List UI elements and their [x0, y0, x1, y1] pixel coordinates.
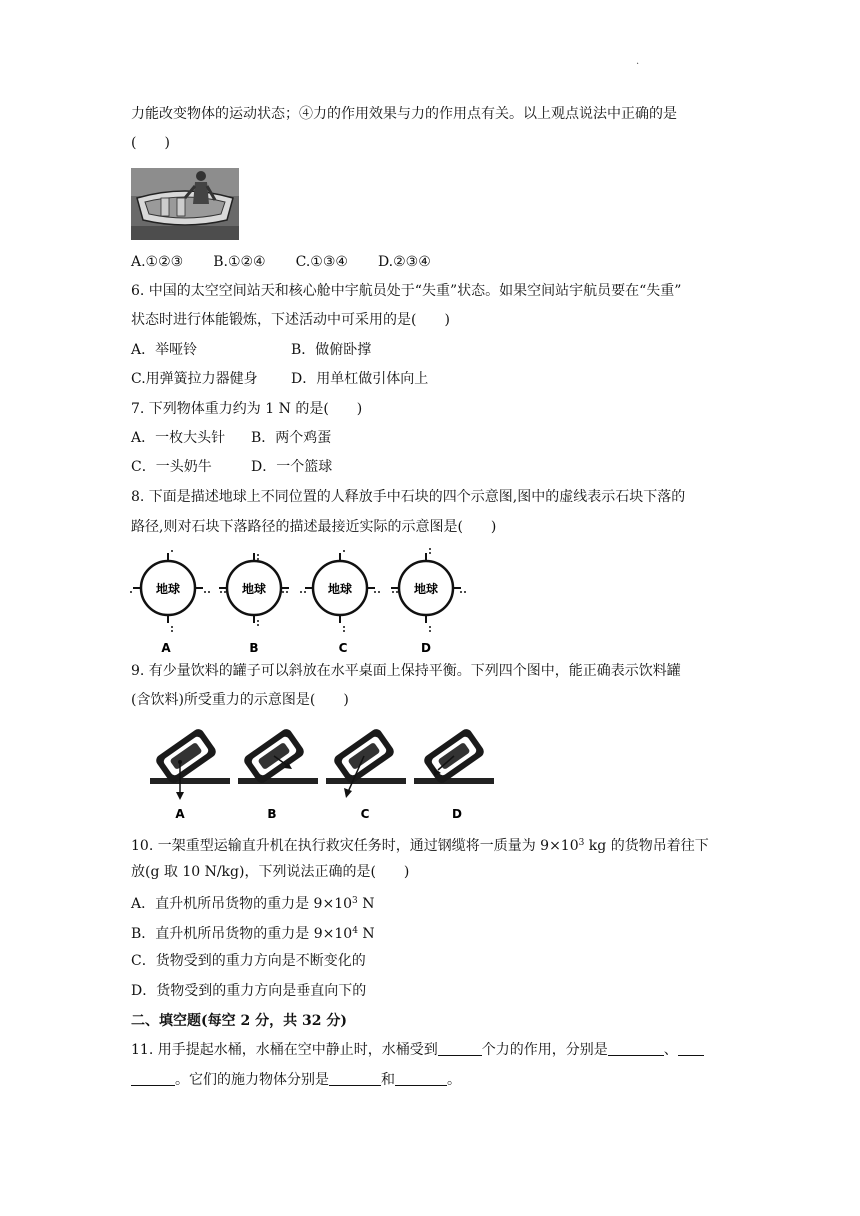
q10-option-a — [131, 891, 374, 914]
q10-option-d: D．货物受到的重力方向是垂直向下的 — [131, 983, 367, 999]
can-diagram-d — [414, 727, 494, 785]
q11-line2 — [131, 1070, 461, 1090]
can-diagram-a — [150, 727, 230, 800]
boat-photo — [131, 168, 239, 240]
q10-option-a-unit: N — [357, 896, 375, 912]
q9-line1: 9. 有少量饮料的罐子可以斜放在水平桌面上保持平衡。下列四个图中，能正确表示饮料罐 — [131, 663, 681, 679]
q11-text-2: 个力的作用，分别是 — [481, 1042, 608, 1058]
q10-option-b-text: B．直升机所吊货物的重力是 9×10 — [131, 926, 353, 942]
q6-option-a: A．举哑铃 — [131, 342, 198, 358]
header-mark: . — [636, 56, 640, 67]
q10-option-b-exponent: 4 — [352, 926, 358, 936]
q8-line2: 路径,则对石块下落路径的描述最接近实际的示意图是( ) — [131, 519, 497, 535]
q11-blank-source-2[interactable] — [395, 1071, 447, 1086]
q7-option-b: B．两个鸡蛋 — [251, 430, 332, 446]
q5-line1: 力能改变物体的运动状态；④力的作用效果与力的作用点有关。以上观点说法中正确的是 — [131, 106, 677, 122]
q10-option-b — [131, 921, 375, 944]
q6-option-c: C.用弹簧拉力器健身 — [131, 371, 258, 387]
earth-diagram-c — [300, 548, 380, 634]
section-2-title: 二、填空题(每空 2 分，共 32 分) — [131, 1013, 347, 1029]
earth-label-c: 地球 — [327, 582, 353, 596]
earth-diagrams — [128, 548, 468, 658]
q10-line1-exponent: 3 — [578, 838, 585, 848]
can-option-b: B — [267, 807, 277, 821]
q10-line2: 放(g 取 10 N/kg)，下列说法正确的是( ) — [131, 864, 410, 880]
q11-text-4: 。它们的施力物体分别是 — [175, 1072, 329, 1088]
earth-diagram-d — [391, 548, 466, 634]
q10-option-a-text: A．直升机所吊货物的重力是 9×10 — [131, 896, 353, 912]
earth-option-b: B — [249, 641, 259, 655]
q10-line1 — [131, 833, 709, 856]
earth-label-a: 地球 — [155, 582, 181, 596]
can-option-d: D — [452, 807, 462, 821]
earth-diagram-a — [128, 548, 210, 634]
earth-option-c: C — [338, 641, 348, 655]
can-option-a: A — [175, 807, 185, 821]
q11-blank-force-2-start[interactable] — [678, 1041, 704, 1056]
q5-option-d: D.②③④ — [377, 254, 431, 270]
q6-line1: 6. 中国的太空空间站天和核心舱中宇航员处于“失重”状态。如果空间站宇航员要在“失重” — [131, 283, 682, 299]
q11-text-1: 11. 用手提起水桶，水桶在空中静止时，水桶受到 — [131, 1042, 438, 1058]
q5-options — [131, 252, 431, 272]
earth-option-a: A — [161, 641, 171, 655]
q7-option-a: A．一枚大头针 — [131, 430, 226, 446]
q5-option-c: C.①③④ — [295, 254, 348, 270]
can-diagram-c — [326, 727, 406, 798]
q6-option-d: D．用单杠做引体向上 — [291, 371, 429, 387]
q10-line1-text: 10. 一架重型运输直升机在执行救灾任务时，通过钢缆将一质量为 9×10 — [131, 838, 579, 854]
q11-blank-source-1[interactable] — [329, 1071, 381, 1086]
can-diagrams — [150, 722, 500, 822]
q7-options-row1 — [131, 428, 331, 448]
q7-option-c: C．一头奶牛 — [131, 459, 212, 475]
q8-line1: 8. 下面是描述地球上不同位置的人释放手中石块的四个示意图,图中的虚线表示石块下落的 — [131, 489, 686, 505]
q11-text-6: 。 — [447, 1072, 461, 1088]
q10-option-b-unit: N — [357, 926, 375, 942]
q5-option-a: A.①②③ — [131, 254, 184, 270]
q10-option-c: C．货物受到的重力方向是不断变化的 — [131, 953, 366, 969]
q11-blank-count[interactable] — [438, 1041, 482, 1056]
q9-line2: (含饮料)所受重力的示意图是( ) — [131, 692, 349, 708]
q11-blank-force-2[interactable] — [131, 1071, 175, 1086]
earth-label-d: 地球 — [413, 582, 439, 596]
q11-text-3: 、 — [663, 1042, 678, 1058]
q10-option-a-exponent: 3 — [352, 896, 358, 906]
q11-line1 — [131, 1040, 704, 1060]
q6-options-row1 — [131, 340, 371, 360]
q7-option-d: D．一个篮球 — [251, 459, 333, 475]
q5-line2: ( ) — [131, 135, 170, 151]
q7-options-row2 — [131, 457, 332, 477]
q6-option-b: B．做俯卧撑 — [291, 342, 372, 358]
can-option-c: C — [360, 807, 370, 821]
q11-text-5: 和 — [381, 1072, 395, 1088]
q10-line1-tail: kg 的货物吊着往下 — [584, 838, 709, 854]
q7-stem: 7. 下列物体重力约为 1 N 的是( ) — [131, 401, 363, 417]
earth-diagram-b — [219, 553, 289, 626]
q6-options-row2 — [131, 369, 428, 389]
earth-option-d: D — [421, 641, 431, 655]
q11-blank-force-1[interactable] — [608, 1041, 664, 1056]
can-diagram-b — [238, 727, 318, 785]
earth-label-b: 地球 — [241, 582, 267, 596]
q6-line2: 状态时进行体能锻炼，下述活动中可采用的是( ) — [131, 312, 450, 328]
q5-option-b: B.①②④ — [213, 254, 266, 270]
